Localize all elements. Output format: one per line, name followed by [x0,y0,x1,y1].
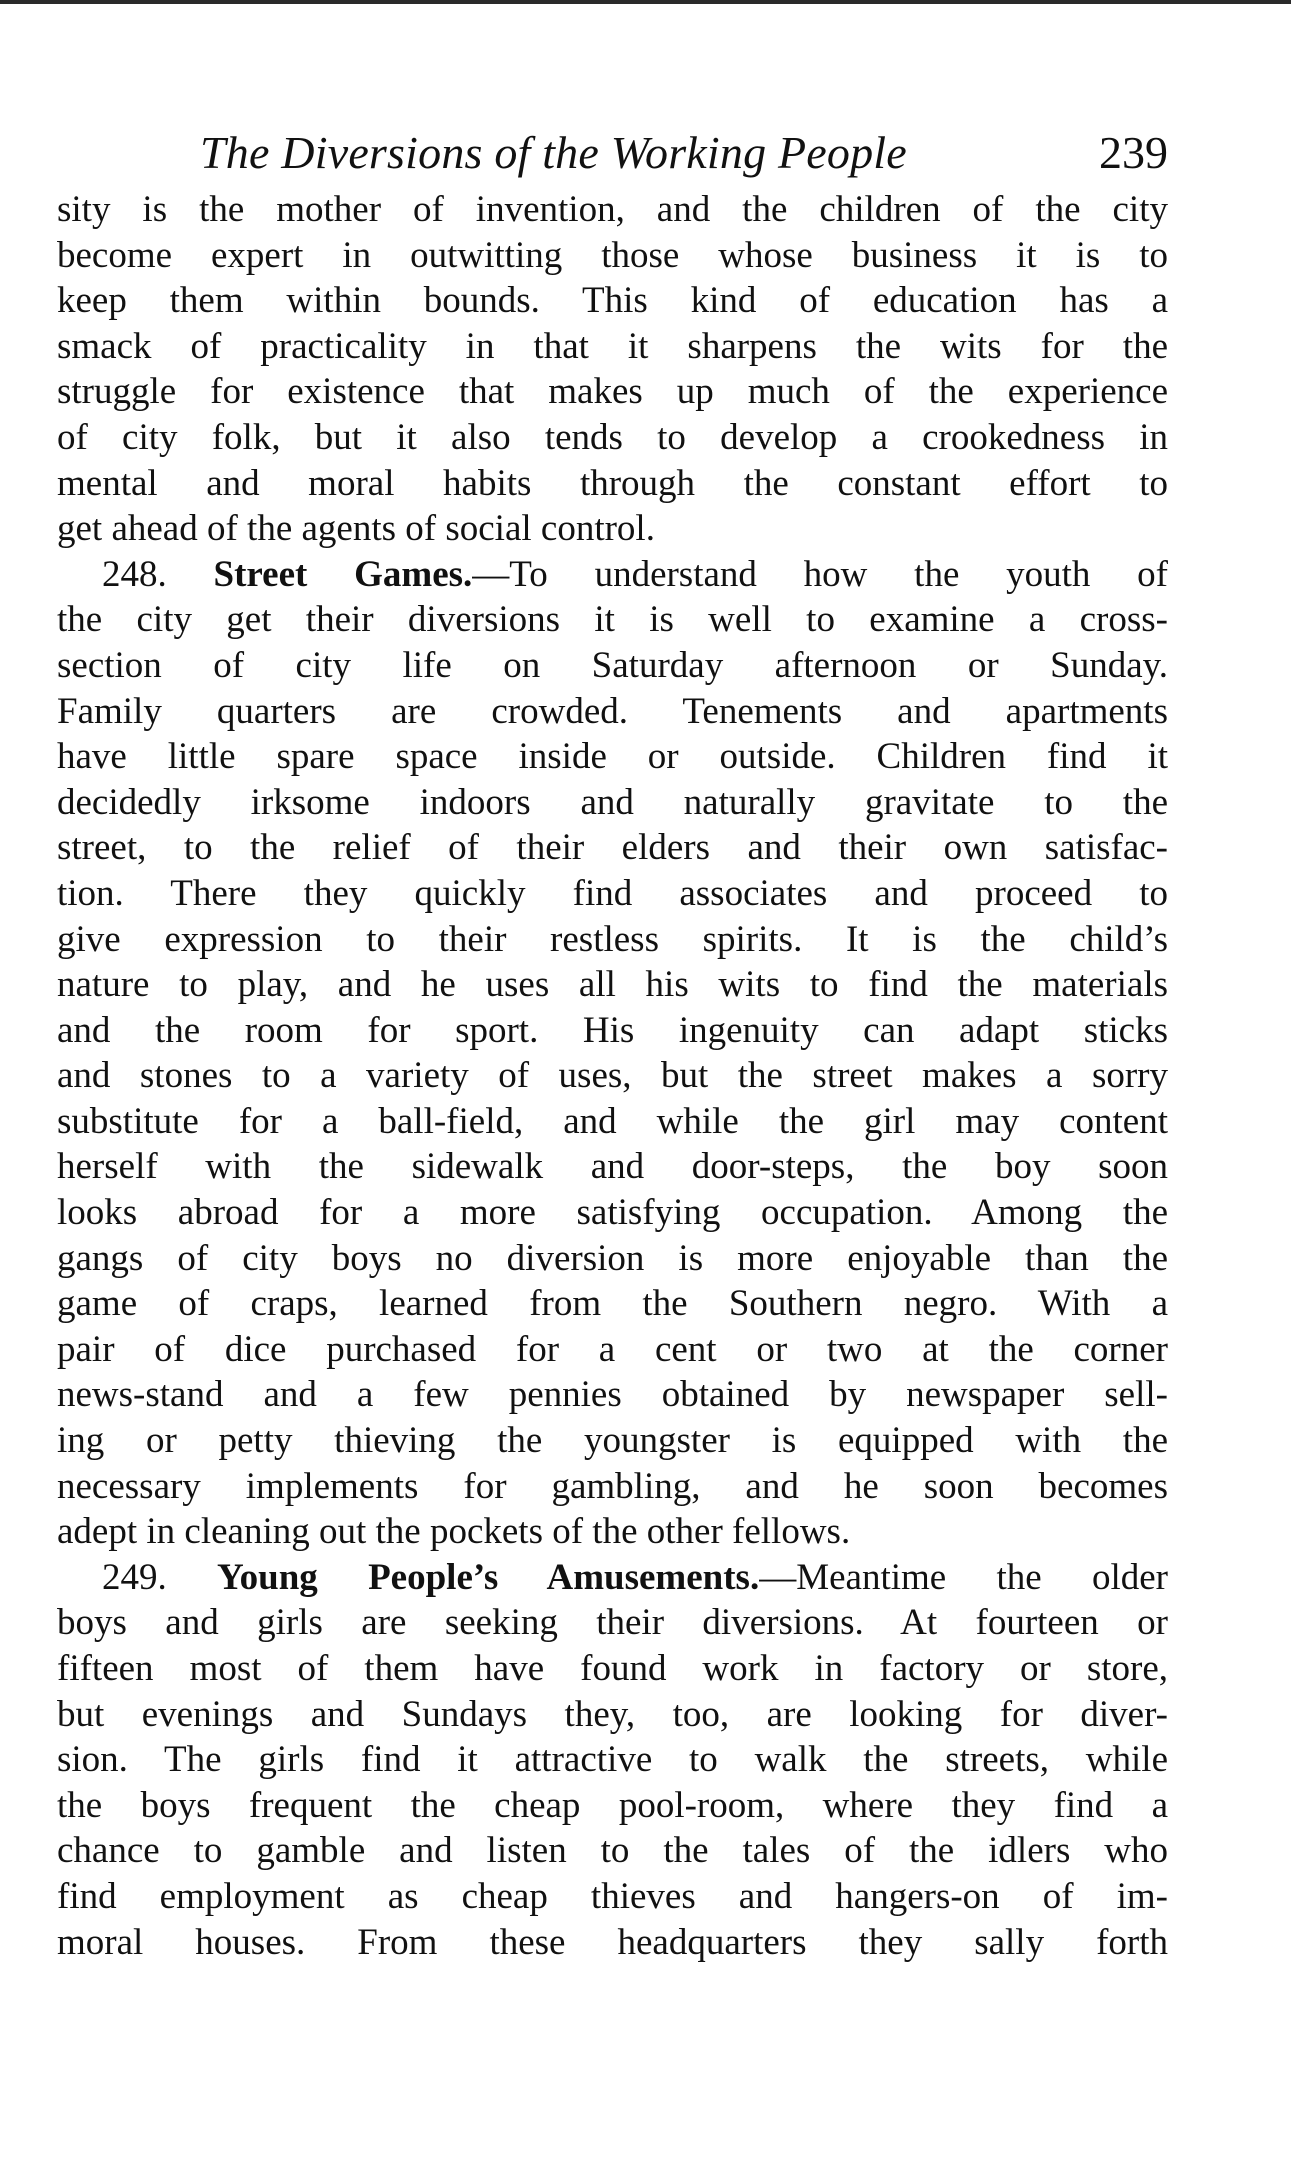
text-line: moral houses. From these headquarters they sally forth [57,1921,1168,1963]
running-title: The Diversions of the Working People [200,127,907,178]
book-page [57,125,1168,1965]
text-line: the boys frequent the cheap pool-room, where they find a [57,1784,1168,1826]
text-line: become expert in outwitting those whose business it is to [57,234,1168,276]
text-line: mental and moral habits through the constant effort to [57,462,1168,504]
text-line: news-stand and a few pennies obtained by newspaper sell- [57,1374,1168,1416]
text-line: gangs of city boys no diversion is more enjoyable than the [57,1237,1168,1279]
text-line: fifteen most of them have found work in factory or store, [57,1648,1168,1689]
text-line: decidedly irksome indoors and naturally gravitate to the [57,781,1168,823]
text-line: the city get their diversions it is well to examine a cross- [57,599,1168,641]
text-run: —Meantime the older [759,1556,1168,1598]
text-line: street, to the relief of their elders and their own satisfac- [57,827,1168,869]
section-title: Street Games. [213,553,473,595]
text-line: have little spare space inside or outside. Children find it [57,736,1168,778]
text-line: sity is the mother of invention, and the children of the city [57,189,1168,230]
text-line: nature to play, and he uses all his wits to find the materials [57,964,1168,1006]
text-line: Family quarters are crowded. Tenements and apartments [57,690,1168,732]
body-text [57,187,1168,1965]
text-line: sion. The girls find it attractive to walk the streets, while [57,1739,1168,1781]
text-line: get ahead of the agents of social control. [57,508,655,550]
text-line: and the room for sport. His ingenuity can adapt sticks [57,1009,1168,1051]
text-line: find employment as cheap thieves and hangers-on of im- [57,1875,1168,1917]
text-line: struggle for existence that makes up much of the experience [57,371,1168,413]
section-number: 249. [102,1556,167,1598]
text-line: adept in cleaning out the pockets of the other fellows. [57,1511,851,1553]
text-line: game of craps, learned from the Southern negro. With a [57,1283,1168,1325]
text-line: and stones to a variety of uses, but the street makes a sorry [57,1055,1168,1097]
running-head [57,125,1168,187]
text-line: herself with the sidewalk and door-steps, the boy soon [57,1146,1168,1188]
text-line: pair of dice purchased for a cent or two at the corner [57,1328,1168,1370]
section-title: Young People’s Amusements. [217,1556,760,1598]
text-line: tion. There they quickly find associates and proceed to [57,872,1168,914]
text-line: give expression to their restless spirits. It is the child’s [57,918,1168,960]
text-line: looks abroad for a more satisfying occupation. Among the [57,1192,1168,1234]
section-heading-line [57,1555,1168,1601]
page-number: 239 [1099,127,1168,178]
text-line: substitute for a ball-field, and while the girl may content [57,1100,1168,1142]
text-line: section of city life on Saturday afternoon or Sunday. [57,644,1168,686]
text-line: smack of practicality in that it sharpens the wits for the [57,325,1168,367]
text-run: —To understand how the youth of [472,553,1168,595]
section-heading-line [57,552,1168,598]
section-number: 248. [102,553,167,595]
text-line: necessary implements for gambling, and he soon becomes [57,1465,1168,1507]
text-line: keep them within bounds. This kind of education has a [57,280,1168,322]
section-248-paragraph [57,552,1168,1555]
text-line: boys and girls are seeking their diversions. At fourteen or [57,1602,1168,1644]
text-line: of city folk, but it also tends to develop a crookedness in [57,416,1168,458]
paragraph-continued [57,187,1168,552]
text-line: chance to gamble and listen to the tales of the idlers who [57,1830,1168,1872]
text-line: but evenings and Sundays they, too, are looking for diver- [57,1693,1168,1735]
top-edge-rule [0,0,1291,4]
section-249-paragraph [57,1555,1168,1965]
text-line: ing or petty thieving the youngster is equipped with the [57,1420,1168,1462]
